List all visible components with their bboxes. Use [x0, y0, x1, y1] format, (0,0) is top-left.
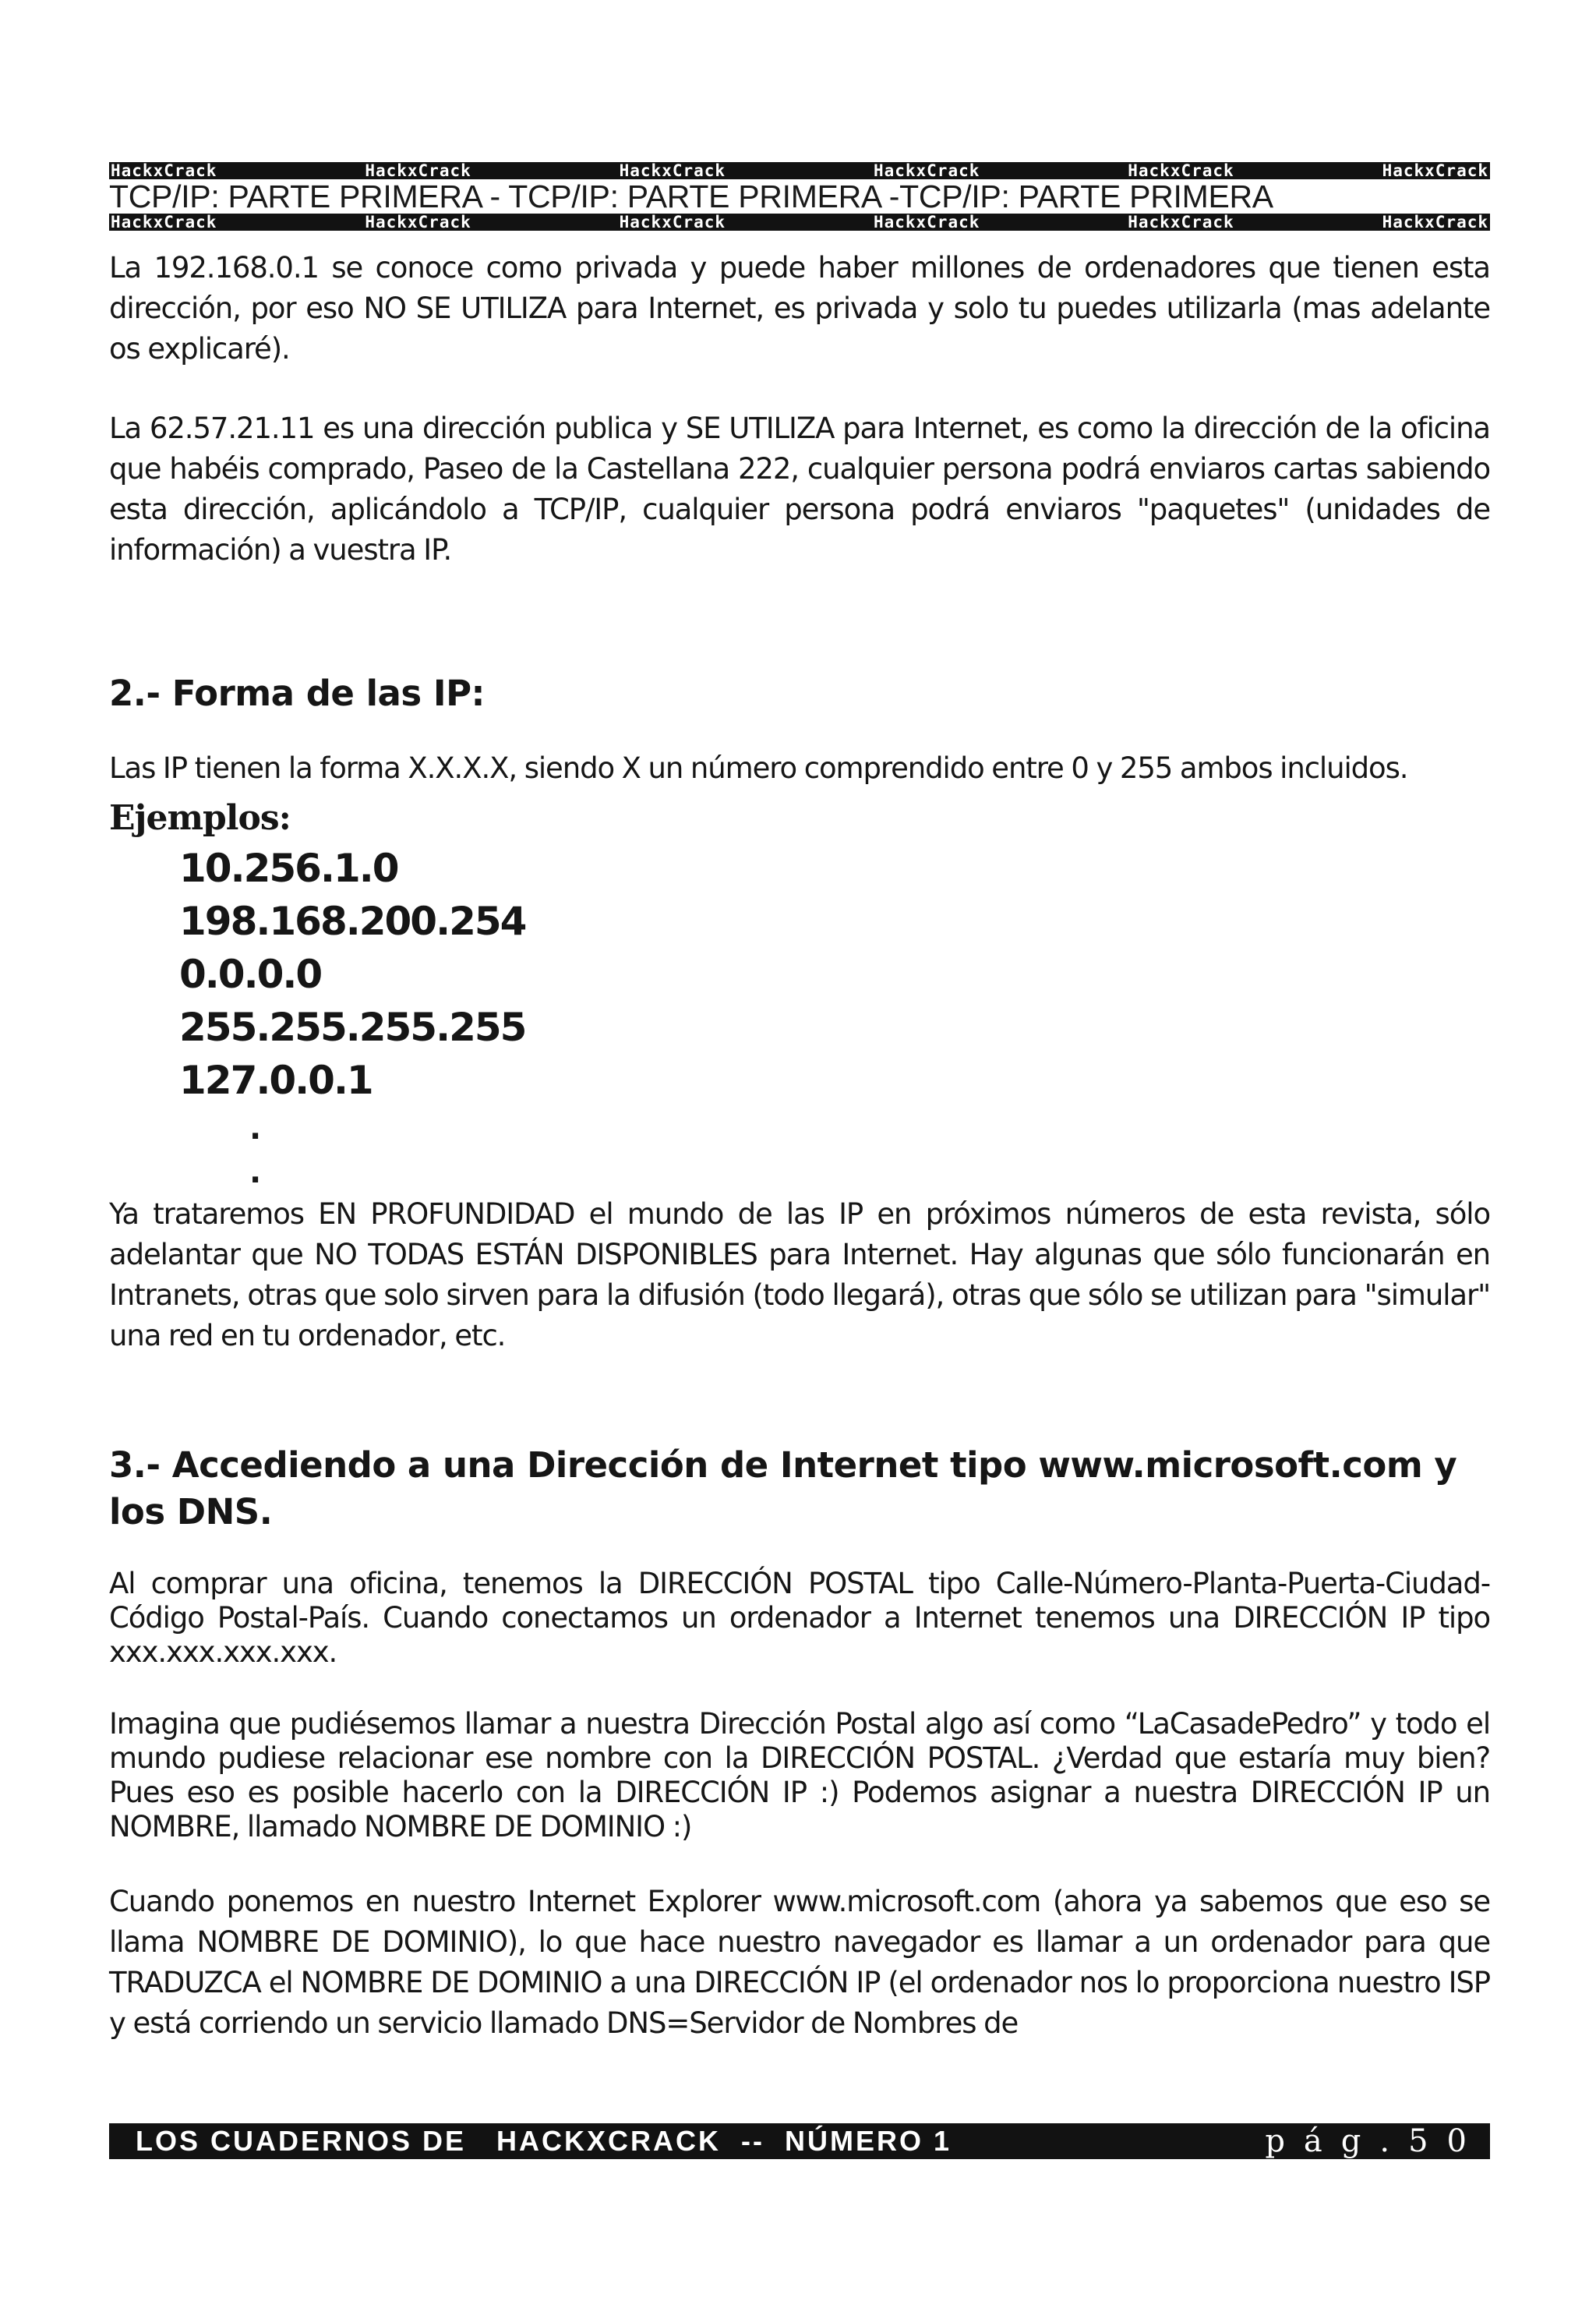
section-3-paragraph-2: Imagina que pudiésemos llamar a nuestra Dirección Postal algo así como “LaCasadePedro” y todo el mundo pudiese relacionar ese nombre con la DIRECCIÓN POSTAL. ¿Verdad que estaría muy bien? Pues eso es posible hacerlo con la DIRECCIÓN IP :) Podemos asignar a nuestra DIRECCIÓN IP un NOMBRE, llamado NOMBRE DE DOMINIO :) — [109, 1707, 1490, 1843]
banner-strip-top — [109, 162, 1490, 179]
ellipsis-dot: . — [249, 1154, 262, 1190]
banner-logo-text: HackxCrack — [1382, 214, 1488, 231]
banner-logo-text: HackxCrack — [619, 162, 726, 179]
header-banner — [109, 162, 1490, 231]
example-ip: 198.168.200.254 — [179, 899, 526, 944]
section-3-heading: 3.- Accediendo a una Dirección de Internet tipo www.microsoft.com y los DNS. — [109, 1444, 1457, 1532]
examples-list — [109, 842, 1490, 1107]
page-number: pág.50 — [1265, 2123, 1485, 2159]
banner-logo-text: HackxCrack — [1128, 214, 1234, 231]
intro-paragraph-1: La 192.168.0.1 se conoce como privada y puede haber millones de ordenadores que tienen esta dirección, por eso NO SE UTILIZA para Internet, es privada y solo tu puedes utilizarla (mas adelante os explicaré). — [109, 251, 1490, 366]
banner-logo-text: HackxCrack — [111, 162, 217, 179]
banner-logo-text: HackxCrack — [365, 162, 471, 179]
banner-logo-text: HackxCrack — [111, 214, 217, 231]
banner-logo-text: HackxCrack — [365, 214, 471, 231]
banner-logo-text: HackxCrack — [1382, 162, 1488, 179]
banner-strip-bottom — [109, 214, 1490, 231]
banner-title: TCP/IP: PARTE PRIMERA - TCP/IP: PARTE PRIMERA -TCP/IP: PARTE PRIMERA — [109, 181, 1273, 212]
banner-logo-text: HackxCrack — [1128, 162, 1234, 179]
example-ip: 10.256.1.0 — [179, 846, 398, 891]
section-3-paragraph-3: Cuando ponemos en nuestro Internet Explorer www.microsoft.com (ahora ya sabemos que eso se llama NOMBRE DE DOMINIO), lo que hace nuestro navegador es llamar a un ordenador para que TRADUZCA el NOMBRE DE DOMINIO a una DIRECCIÓN IP (el ordenador nos lo proporciona nuestro ISP y está corriendo un servicio llamado DNS=Servidor de Nombres de — [109, 1885, 1490, 2040]
example-ip: 255.255.255.255 — [179, 1005, 526, 1050]
section-3-paragraph-1: Al comprar una oficina, tenemos la DIRECCIÓN POSTAL tipo Calle-Número-Planta-Puerta-Ciudad-Código Postal-País. Cuando conectamos un ordenador a Internet tenemos una DIRECCIÓN IP tipo xxx.xxx.xxx.xxx. — [109, 1567, 1490, 1669]
section-2-heading: 2.- Forma de las IP: — [109, 673, 486, 714]
example-ip: 127.0.0.1 — [179, 1058, 373, 1103]
banner-logo-text: HackxCrack — [873, 162, 980, 179]
footer-publication: LOS CUADERNOS DE HACKXCRACK -- NÚMERO 1 — [136, 2125, 952, 2157]
examples-title: Ejemplos: — [109, 798, 291, 838]
banner-logo-text: HackxCrack — [873, 214, 980, 231]
section-2-closing: Ya trataremos EN PROFUNDIDAD el mundo de las IP en próximos números de esta revista, sólo adelantar que NO TODAS ESTÁN DISPONIBLES para Internet. Hay algunas que sólo funcionarán en Intranets, otras que solo sirven para la difusión (todo llegará), otras que sólo se utilizan para "simular" una red en tu ordenador, etc. — [109, 1197, 1490, 1352]
section-2-description: Las IP tienen la forma X.X.X.X, siendo X un número comprendido entre 0 y 255 ambos incluidos. — [109, 751, 1408, 785]
intro-paragraph-2: La 62.57.21.11 es una dirección publica y SE UTILIZA para Internet, es como la dirección de la oficina que habéis comprado, Paseo de la Castellana 222, cualquier persona podrá enviaros cartas sabiendo esta dirección, aplicándolo a TCP/IP, cualquier persona podrá enviaros "paquetes" (unidades de información) a vuestra IP. — [109, 412, 1490, 567]
banner-logo-text: HackxCrack — [619, 214, 726, 231]
footer-bar — [109, 2123, 1490, 2159]
example-ip: 0.0.0.0 — [179, 952, 322, 997]
ellipsis-dot: . — [249, 1111, 262, 1147]
page-content — [109, 162, 1490, 2044]
